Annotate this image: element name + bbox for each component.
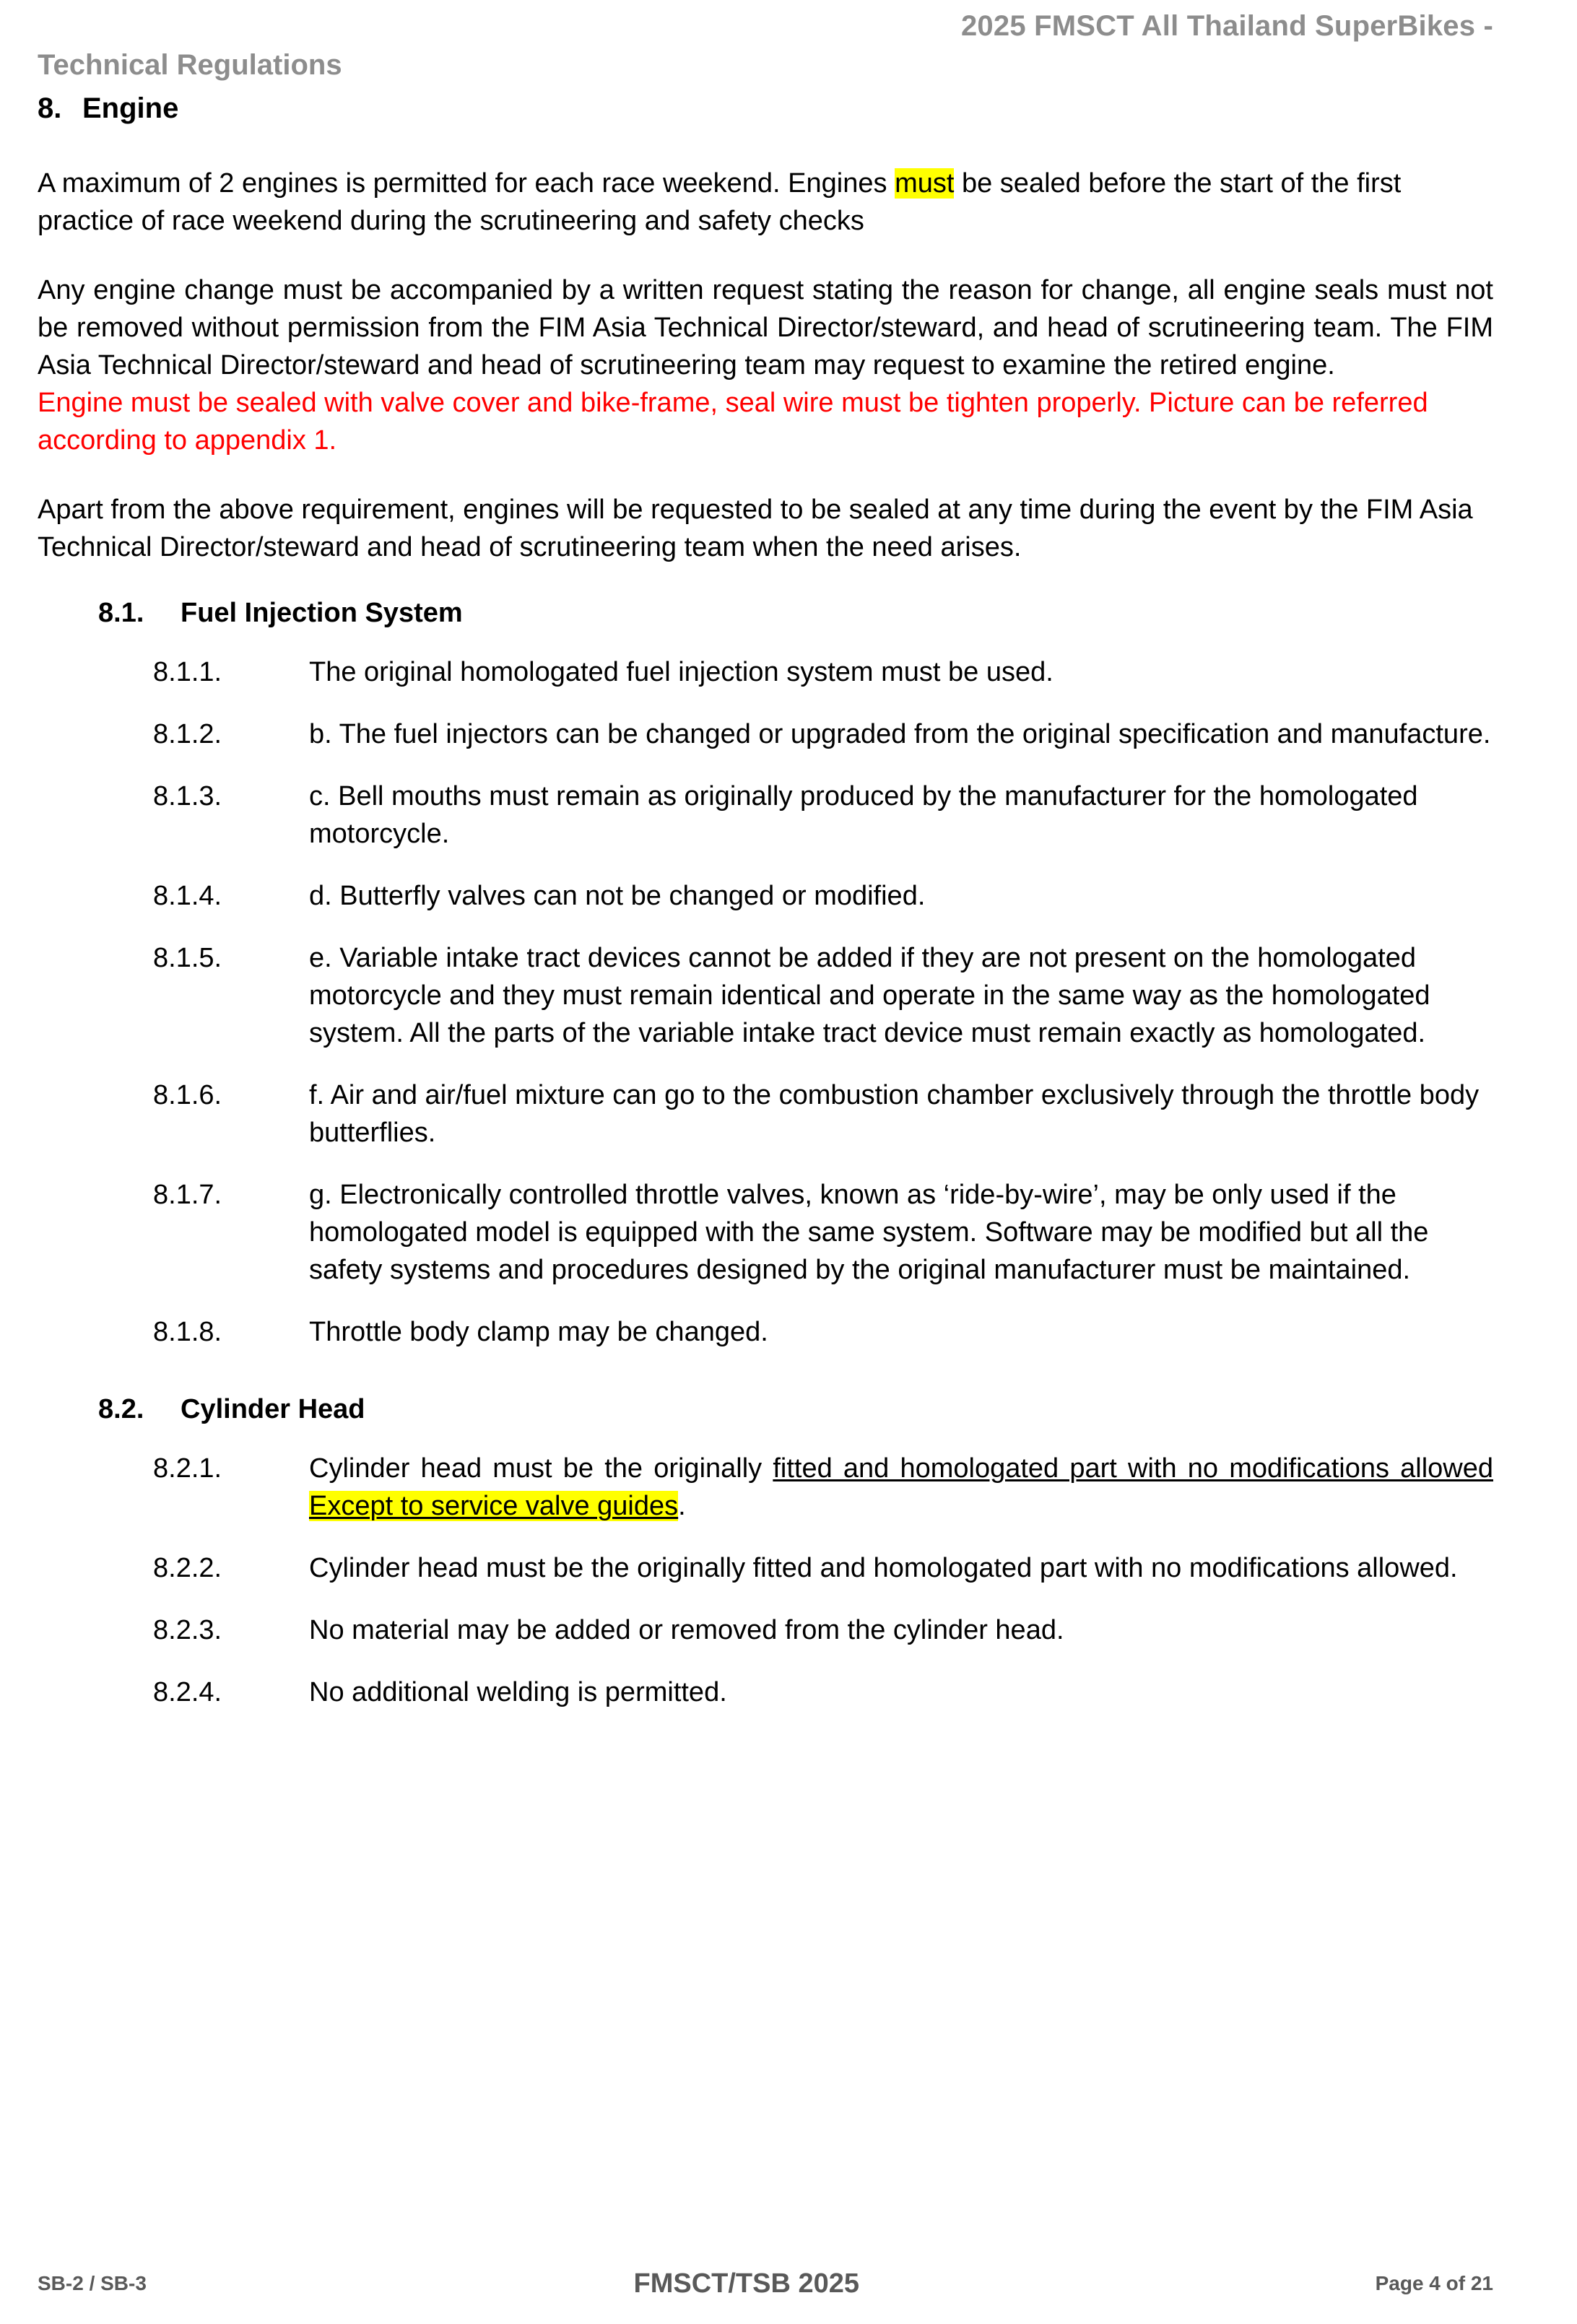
list-item: [38, 939, 1493, 1052]
item-text: b. The fuel injectors can be changed or upgraded from the original specification and manufacture.: [309, 719, 1491, 749]
subsection-number-8-2: 8.2.: [98, 1394, 144, 1424]
list-item: [38, 778, 1493, 853]
footer-class-code: SB-2 / SB-3: [38, 2272, 147, 2294]
item-text-part-b: .: [678, 1491, 686, 1521]
page-header: [38, 0, 1493, 95]
list-item: [38, 1450, 1493, 1525]
list-item: [38, 1611, 1493, 1649]
item-text: f. Air and air/fuel mixture can go to the combustion chamber exclusively through the throttle body butterflies.: [309, 1080, 1480, 1148]
highlight-must: must: [895, 168, 955, 199]
item-text: g. Electronically controlled throttle valves, known as ‘ride-by-wire’, may be only used if the homologated model is equipped with the same system. Software may be modified but all the safety systems and procedures designed by the original manufacturer must be maintained.: [309, 1180, 1429, 1285]
item-number: 8.1.7.: [153, 1180, 222, 1210]
paragraph-engine-change: Any engine change must be accompanied by a written request stating the reason for change, all engine seals must not be removed without permission from the FIM Asia Technical Director/steward, and head of scrutineering team. The FIM Asia Technical Director/steward and head of scrutineering team may request to examine the retired engine.: [38, 275, 1493, 380]
item-number: 8.2.1.: [153, 1453, 222, 1484]
item-text-underlined: fitted and homologated part with no modifications allowed: [773, 1453, 1493, 1484]
paragraph-intro: [38, 165, 1493, 240]
item-number: 8.1.3.: [153, 781, 222, 811]
item-text: Throttle body clamp may be changed.: [309, 1317, 768, 1347]
item-text: The original homologated fuel injection system must be used.: [309, 657, 1053, 687]
section-label: Engine: [82, 92, 179, 124]
highlight-except-to-service-valve-guides: Except to service valve guides: [309, 1491, 679, 1521]
list-item: [38, 1313, 1493, 1351]
item-number: 8.1.8.: [153, 1317, 222, 1347]
item-text: Cylinder head must be the originally fitted and homologated part with no modifications allowed.: [309, 1553, 1458, 1583]
page-footer: [38, 2268, 1493, 2299]
item-text-part-a: Cylinder head must be the originally: [309, 1453, 773, 1484]
list-item: [38, 653, 1493, 691]
item-text: No additional welding is permitted.: [309, 1677, 727, 1707]
item-number: 8.2.3.: [153, 1615, 222, 1645]
subsection-number-8-1: 8.1.: [98, 598, 144, 628]
list-item: [38, 1176, 1493, 1289]
paragraph-apart-from: Apart from the above requirement, engines will be requested to be sealed at any time during the event by the FIM Asia Technical Director/steward and head of scrutineering team when the need arises.: [38, 495, 1473, 562]
item-number: 8.1.6.: [153, 1080, 222, 1110]
subsection-heading-8-2: [38, 1394, 1493, 1425]
subsection-label-8-2: Cylinder Head: [181, 1394, 365, 1424]
section-number: 8.: [38, 92, 62, 124]
paragraph-intro-part-a: A maximum of 2 engines is permitted for each race weekend. Engines: [38, 168, 895, 199]
document-body: [38, 165, 1493, 1736]
subsection-heading-8-1: [38, 598, 1493, 629]
footer-document-code: FMSCT/TSB 2025: [633, 2268, 860, 2299]
item-text: d. Butterfly valves can not be changed or modified.: [309, 881, 926, 911]
paragraph-engine-seal-red: Engine must be sealed with valve cover and bike-frame, seal wire must be tighten properly. Picture can be referred according to appendix 1.: [38, 388, 1428, 456]
header-subtitle: Technical Regulations: [38, 49, 342, 81]
item-number: 8.1.1.: [153, 657, 222, 687]
list-item: [38, 1549, 1493, 1587]
subsection-label-8-1: Fuel Injection System: [181, 598, 463, 628]
item-number: 8.1.2.: [153, 719, 222, 749]
list-item: [38, 877, 1493, 915]
paragraph-intro-part-b: be sealed before the start of the first practice of race weekend during the scrutineering and safety checks: [38, 168, 1402, 236]
list-item: [38, 1674, 1493, 1711]
list-item: [38, 1076, 1493, 1152]
list-item: [38, 715, 1493, 753]
item-number: 8.1.4.: [153, 881, 222, 911]
item-number: 8.2.2.: [153, 1553, 222, 1583]
item-text: e. Variable intake tract devices cannot be added if they are not present on the homologated motorcycle and they must remain identical and operate in the same way as the homologated system. All the parts of the variable intake tract device must remain exactly as homologated.: [309, 943, 1430, 1048]
spacer: [38, 1375, 1493, 1394]
item-number: 8.1.5.: [153, 943, 222, 973]
item-number: 8.2.4.: [153, 1677, 222, 1707]
item-text: c. Bell mouths must remain as originally produced by the manufacturer for the homologated motorcycle.: [309, 781, 1418, 849]
item-text: No material may be added or removed from the cylinder head.: [309, 1615, 1064, 1645]
page-title: [38, 92, 178, 125]
header-document-title: 2025 FMSCT All Thailand SuperBikes -: [960, 10, 1493, 42]
item-text: [309, 1450, 1493, 1525]
footer-page-number: Page 4 of 21: [1375, 2272, 1493, 2294]
